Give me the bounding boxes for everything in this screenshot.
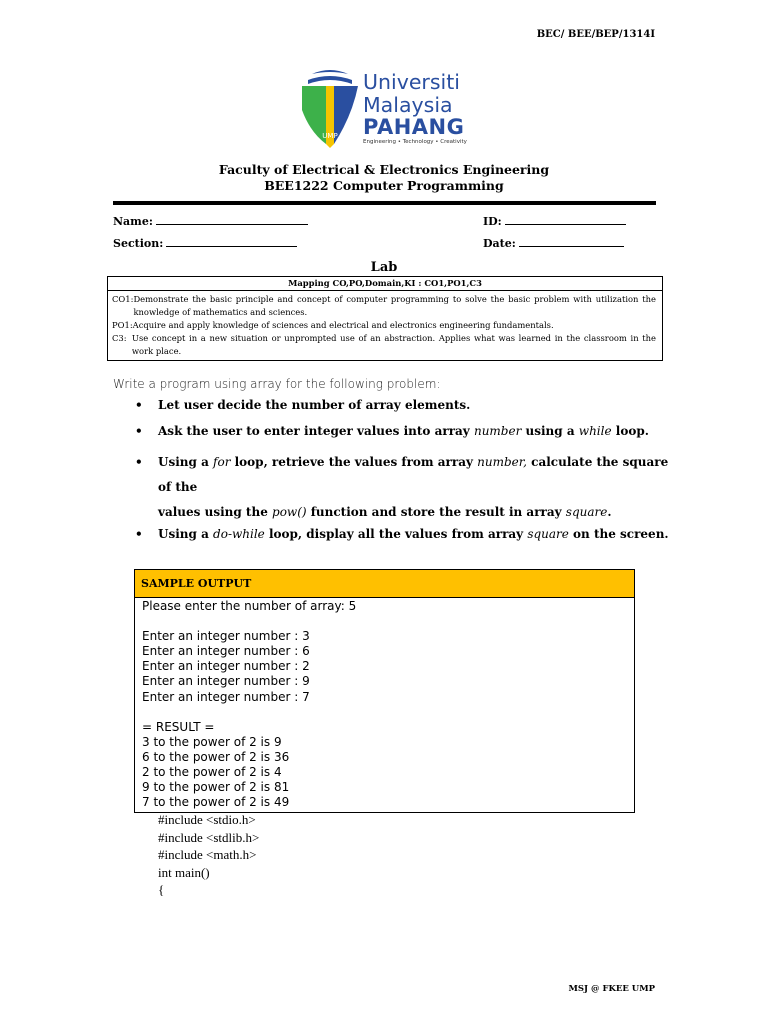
sample-output-line: 6 to the power of 2 is 36 [142,749,290,764]
id-field [483,214,626,228]
code-line: int main() [158,864,210,880]
logo-tagline: Engineering • Technology • Creativity [363,139,467,145]
ump-crest-icon [298,70,362,162]
mapping-table [107,276,663,361]
university-logo [298,70,478,162]
header-divider [113,201,656,205]
instructions-intro: Write a program using array for the following problem: [113,377,441,391]
section-blank [166,236,297,247]
sample-output-box [134,569,635,813]
name-field [113,214,308,228]
logo-line-universiti: Universiti [363,70,460,94]
sample-output-line: Enter an integer number : 6 [142,644,310,659]
sample-output-line: Enter an integer number : 2 [142,659,310,674]
course-title: BEE1222 Computer Programming [264,178,504,193]
sample-output-line: 3 to the power of 2 is 9 [142,734,282,749]
sample-output-line: 2 to the power of 2 is 4 [142,765,282,780]
lab-heading: Lab [370,260,398,275]
instruction-item: • Ask the user to enter integer values into array number using a while loop. [135,424,649,438]
date-blank [519,236,624,247]
sample-output-line [142,614,628,629]
instruction-item: • Let user decide the number of array elements. [135,398,471,412]
faculty-title: Faculty of Electrical & Electronics Engineering [218,162,550,177]
sample-output-line: Enter an integer number : 3 [142,629,310,644]
mapping-row-po1: PO1: Acquire and apply knowledge of sciences and electrical and electronics engineering fundamentals. [112,320,554,330]
footer-text: MSJ @ FKEE UMP [568,984,655,994]
code-line: { [158,882,165,897]
sample-output-line: 9 to the power of 2 is 81 [142,780,290,795]
name-blank [156,214,308,225]
sample-output-line [142,705,628,720]
mapping-row-co1: CO1: Demonstrate the basic principle and concept of computer programming to solve the basic problem with utilization the knowledge of mathematics and sciences. [112,294,656,317]
svg-text:UMP: UMP [322,132,338,140]
sample-output-line: Enter an integer number : 9 [142,674,310,689]
logo-line-pahang: PAHANG [363,115,465,139]
mapping-header: Mapping CO,PO,Domain,KI : CO1,PO1,C3 [108,277,662,291]
section-field [113,236,297,250]
section-label: Section: [113,237,164,250]
id-label: ID: [483,215,502,228]
date-field [483,236,624,250]
code-line: #include <stdio.h> [158,812,256,827]
document-code: BEC/ BEE/BEP/1314I [536,29,655,40]
code-snippet [158,811,259,899]
sample-output-body [135,598,634,812]
id-blank [505,214,626,225]
sample-output-line: Enter an integer number : 7 [142,689,310,704]
instructions-list [135,398,675,541]
sample-output-line: Please enter the number of array: 5 [142,599,357,613]
sample-output-header: SAMPLE OUTPUT [135,570,634,598]
name-label: Name: [113,215,153,228]
date-label: Date: [483,237,516,250]
instruction-item: • Using a do-while loop, display all the values from array square on the screen. [135,527,669,541]
sample-output-line: 7 to the power of 2 is 49 [142,795,290,810]
code-line: #include <math.h> [158,847,257,862]
sample-output-line: = RESULT = [142,719,215,734]
instruction-item: • Using a for loop, retrieve the values from array number, calculate the square of the values using the pow() function and store the result in array square. [135,455,669,519]
logo-line-malaysia: Malaysia [363,92,453,117]
code-line: #include <stdlib.h> [158,829,260,845]
mapping-row-c3: C3: Use concept in a new situation or unprompted use of an abstraction. Applies what was learned in the classroom in the work place. [112,333,656,356]
